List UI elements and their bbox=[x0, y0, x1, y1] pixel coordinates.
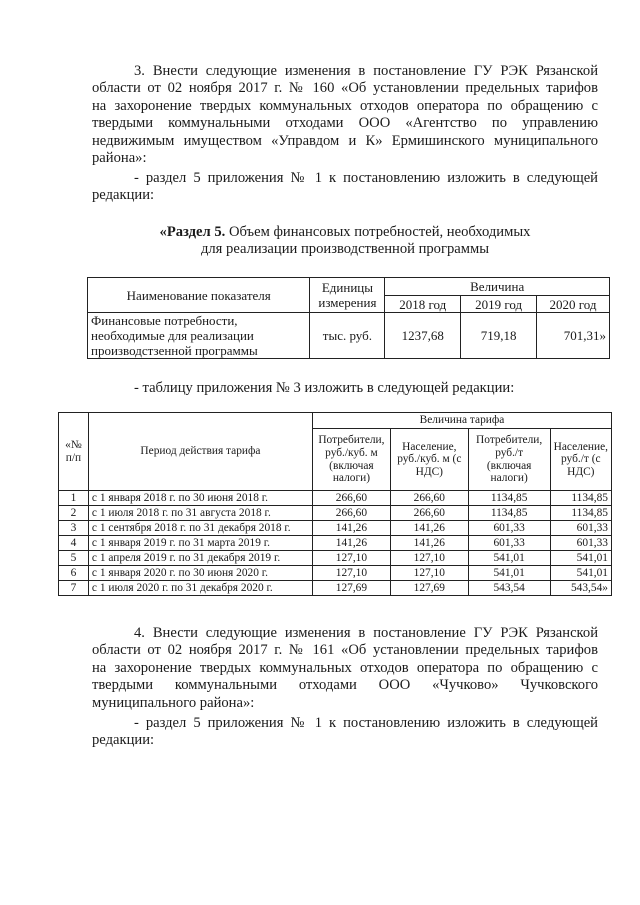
header-num: «№ п/п bbox=[59, 413, 89, 491]
section-3-paragraph bbox=[92, 63, 598, 167]
row-number: 5 bbox=[59, 551, 89, 566]
header-year-2020: 2020 год bbox=[537, 296, 610, 313]
header-year-2018: 2018 год bbox=[385, 296, 461, 313]
section-5-title-bold: «Раздел 5. bbox=[159, 224, 226, 240]
table-3-instruction: - таблицу приложения № 3 изложить в следующей редакции: bbox=[134, 380, 515, 396]
row-period: с 1 июля 2020 г. по 31 декабря 2020 г. bbox=[88, 581, 312, 596]
paragraph-line: редакции: bbox=[92, 732, 155, 749]
row-value: 141,26 bbox=[312, 521, 390, 536]
table-row bbox=[59, 551, 612, 566]
header-col-consumers-t: Потребители, руб./т (включая налоги) bbox=[468, 429, 550, 491]
row-value: 141,26 bbox=[312, 536, 390, 551]
row-period: с 1 января 2020 г. по 30 июня 2020 г. bbox=[88, 566, 312, 581]
row-value: 127,10 bbox=[390, 551, 468, 566]
row-value: 127,10 bbox=[312, 551, 390, 566]
row-value: 127,10 bbox=[312, 566, 390, 581]
row-value: 141,26 bbox=[390, 536, 468, 551]
table-row bbox=[59, 521, 612, 536]
row-value-2018: 1237,68 bbox=[385, 313, 461, 359]
paragraph-line: редакции: bbox=[92, 187, 155, 204]
header-year-2019: 2019 год bbox=[461, 296, 537, 313]
row-number: 3 bbox=[59, 521, 89, 536]
paragraph-line: 4. Внести следующие изменения в постановление ГУ РЭК Рязанской bbox=[134, 625, 598, 641]
paragraph-line: твердыми коммунальными отходами ООО «Чучково» Чучковского bbox=[92, 677, 598, 694]
row-value: 141,26 bbox=[390, 521, 468, 536]
header-indicator-name: Наименование показателя bbox=[88, 278, 310, 313]
row-unit: тыс. руб. bbox=[310, 313, 385, 359]
row-period: с 1 января 2018 г. по 30 июня 2018 г. bbox=[88, 491, 312, 506]
row-value: 541,01 bbox=[468, 566, 550, 581]
row-value: 541,01 bbox=[468, 551, 550, 566]
row-value: 266,60 bbox=[312, 506, 390, 521]
row-period: с 1 апреля 2019 г. по 31 декабря 2019 г. bbox=[88, 551, 312, 566]
section-4-instruction bbox=[92, 715, 598, 750]
row-value: 266,60 bbox=[312, 491, 390, 506]
header-col-consumers-m3: Потребители, руб./куб. м (включая налоги) bbox=[312, 429, 390, 491]
row-value: 1134,85 bbox=[550, 491, 611, 506]
paragraph-line: района»: bbox=[92, 150, 147, 167]
section-5-title bbox=[92, 224, 598, 259]
table-row bbox=[59, 536, 612, 551]
row-name: Финансовые потребности, необходимые для реализации производстзенной программы bbox=[88, 313, 310, 359]
row-number: 4 bbox=[59, 536, 89, 551]
tariff-table bbox=[58, 412, 612, 596]
paragraph-line: области от 02 ноября 2017 г. № 161 «Об установлении предельных тарифов bbox=[92, 642, 598, 659]
table-row bbox=[59, 506, 612, 521]
row-value: 266,60 bbox=[390, 506, 468, 521]
row-value: 1134,85 bbox=[468, 506, 550, 521]
row-period: с 1 января 2019 г. по 31 марта 2019 г. bbox=[88, 536, 312, 551]
paragraph-line: - раздел 5 приложения № 1 к постановлению изложить в следующей bbox=[134, 715, 598, 731]
section-4-paragraph bbox=[92, 625, 598, 712]
row-value: 543,54» bbox=[550, 581, 611, 596]
row-period: с 1 сентября 2018 г. по 31 декабря 2018 г. bbox=[88, 521, 312, 536]
tariff-table-body bbox=[59, 491, 612, 596]
header-units: Единицы измерения bbox=[310, 278, 385, 313]
row-value: 601,33 bbox=[468, 536, 550, 551]
financial-needs-table bbox=[87, 277, 610, 359]
header-col-population-t: Население, руб./т (с НДС) bbox=[550, 429, 611, 491]
section-5-title-rest: Объем финансовых потребностей, необходимых bbox=[225, 224, 531, 240]
paragraph-line: области от 02 ноября 2017 г. № 160 «Об установлении предельных тарифов bbox=[92, 80, 598, 97]
row-value: 1134,85 bbox=[468, 491, 550, 506]
section-3-instruction bbox=[92, 170, 598, 205]
paragraph-line: на захоронение твердых коммунальных отходов оператора по обращению с bbox=[92, 97, 598, 114]
row-number: 7 bbox=[59, 581, 89, 596]
row-value: 1134,85 bbox=[550, 506, 611, 521]
table-row bbox=[59, 491, 612, 506]
row-value-2019: 719,18 bbox=[461, 313, 537, 359]
row-number: 2 bbox=[59, 506, 89, 521]
row-value: 601,33 bbox=[468, 521, 550, 536]
paragraph-line: 3. Внести следующие изменения в постановление ГУ РЭК Рязанской bbox=[134, 63, 598, 79]
row-value: 543,54 bbox=[468, 581, 550, 596]
row-value: 601,33 bbox=[550, 536, 611, 551]
row-number: 1 bbox=[59, 491, 89, 506]
table-row bbox=[59, 581, 612, 596]
row-number: 6 bbox=[59, 566, 89, 581]
header-col-population-m3: Население, руб./куб. м (с НДС) bbox=[390, 429, 468, 491]
paragraph-line: на захоронение твердых коммунальных отходов оператора по обращению с bbox=[92, 659, 598, 676]
row-value: 541,01 bbox=[550, 551, 611, 566]
paragraph-line: недвижимым имуществом «Управдом и К» Ермишинского муниципального bbox=[92, 132, 598, 149]
paragraph-line: - раздел 5 приложения № 1 к постановлению изложить в следующей bbox=[134, 170, 598, 186]
section-5-title-line1 bbox=[92, 224, 598, 241]
table-row bbox=[88, 313, 610, 359]
row-value-2020: 701,31» bbox=[537, 313, 610, 359]
row-period: с 1 июля 2018 г. по 31 августа 2018 г. bbox=[88, 506, 312, 521]
row-value: 127,69 bbox=[312, 581, 390, 596]
paragraph-line: муниципального района»: bbox=[92, 694, 255, 711]
row-value: 127,10 bbox=[390, 566, 468, 581]
header-tariff-value: Величина тарифа bbox=[312, 413, 611, 429]
row-value: 266,60 bbox=[390, 491, 468, 506]
row-value: 127,69 bbox=[390, 581, 468, 596]
section-5-title-line2: для реализации производственной программы bbox=[200, 241, 490, 258]
table-row bbox=[59, 566, 612, 581]
row-value: 601,33 bbox=[550, 521, 611, 536]
header-value: Величина bbox=[385, 278, 610, 296]
paragraph-line: твердыми коммунальными отходами ООО «Агентство по управлению bbox=[92, 115, 598, 132]
header-period: Период действия тарифа bbox=[88, 413, 312, 491]
row-value: 541,01 bbox=[550, 566, 611, 581]
